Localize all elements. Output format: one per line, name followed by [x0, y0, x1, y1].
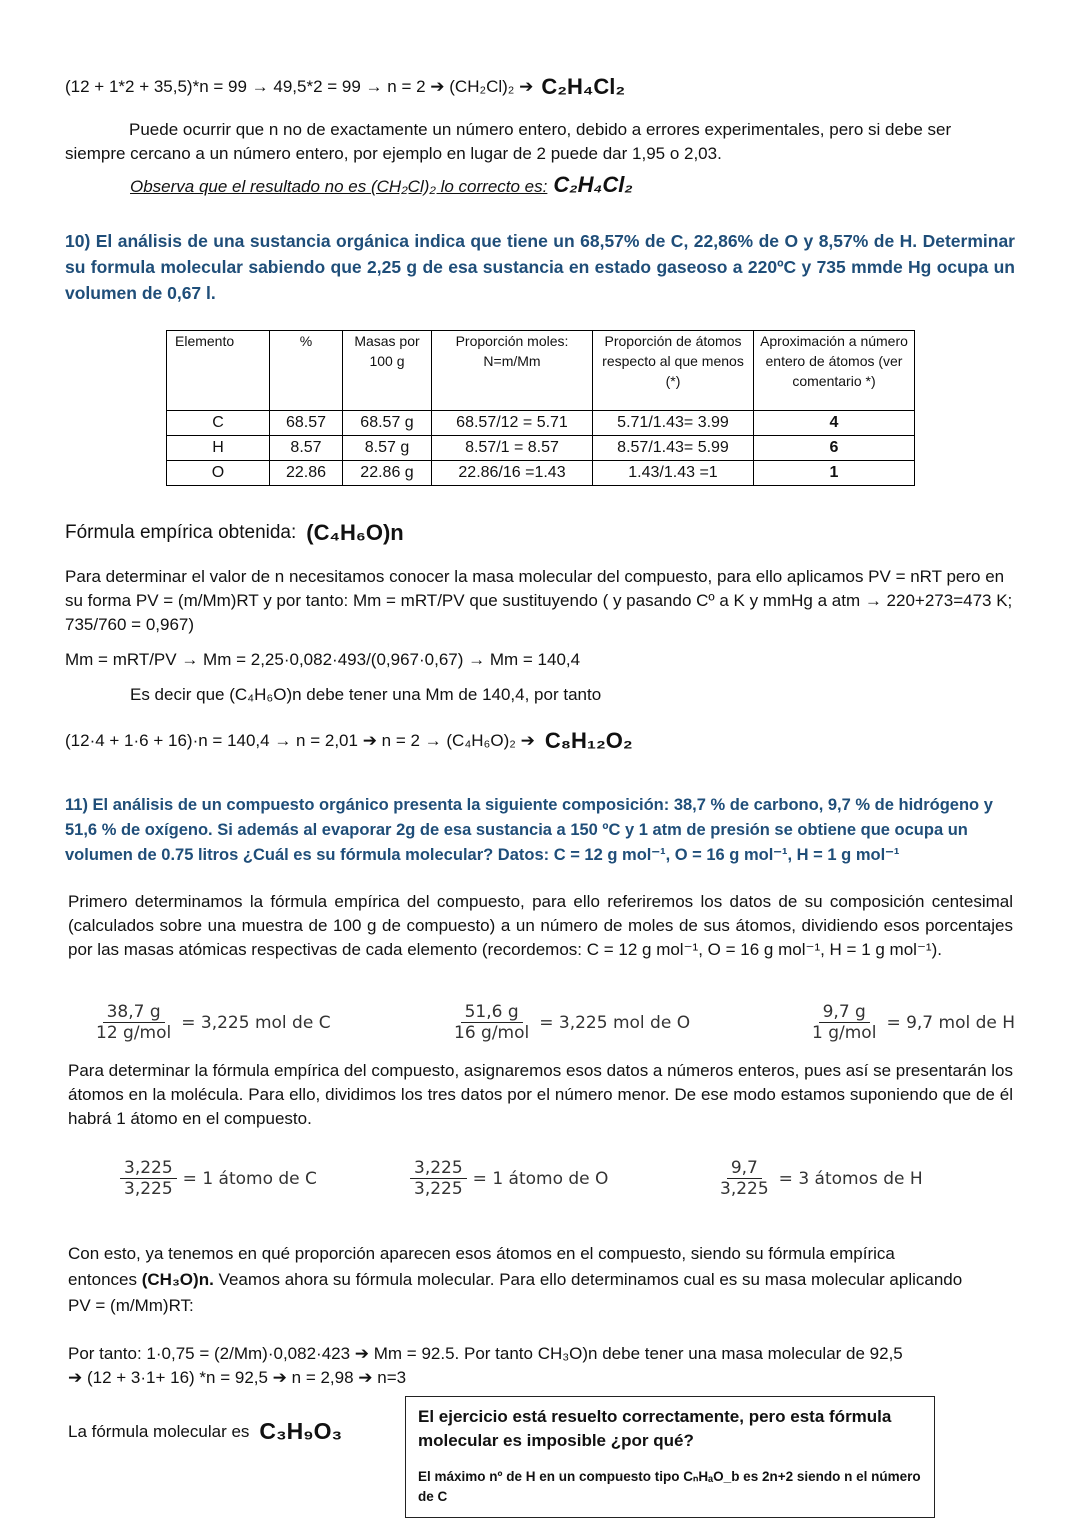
ex11-step2-paragraph: Para determinar la fórmula empírica del compuesto, asignaremos esos datos a números enteros, pues así se presentarán los átomos en la molécula. Para ello, dividimos los tres datos por el número menor. De ese modo estamos suponiendo que de él habrá 1 átomo en el compuesto. [68, 1061, 1013, 1128]
fraction-denominator: 12 g/mol [96, 1023, 172, 1043]
table-header: Proporción de átomos respecto al que menos (*) [593, 331, 754, 411]
observa-text: Observa que el resultado no es (CH₂Cl)₂ lo correcto es: [130, 177, 548, 196]
fraction-numerator: 38,7 g [103, 1002, 165, 1023]
fraction-numerator: 3,225 [410, 1158, 467, 1179]
molar-mass-line: Mm = mRT/PV → Mm = 2,25·0,082·493/(0,967·0,67) → Mm = 140,4 [65, 650, 581, 669]
table-cell: C [167, 411, 270, 436]
ex10-final-line [65, 728, 633, 754]
exercise-10-statement: 10) El análisis de una sustancia orgánica indica que tiene un 68,57% de C, 22,86% de O y 8,57% de H. Determinar su formula molecular sabiendo que 2,25 g de esa sustancia en estado gaseoso a 220ºC y 735 mmde Hg ocupa un volumen de 0,67 l. [65, 231, 1015, 303]
table-header-row [167, 331, 915, 411]
ex11-step1-paragraph: Primero determinamos la fórmula empírica del compuesto, para ello referiremos los datos de su composición centesimal (calculados sobre una muestra de 100 g de compuesto) a un número de moles de sus átomos, dividiendo esos porcentajes por las masas atómicas respectivas de cada elemento (recordemos: C = 12 g mol⁻¹, O = 16 g mol⁻¹, H = 1 g mol⁻¹). [68, 892, 1013, 959]
step3-text-c: Veamos ahora su fórmula molecular. Para ello determinamos cual es su masa molecular aplicando PV = (m/Mm)RT: [68, 1270, 963, 1315]
table-header: Proporción moles: N=m/Mm [432, 331, 593, 411]
table-cell: 8.57/1 = 8.57 [432, 436, 593, 461]
fraction-numerator: 3,225 [120, 1158, 177, 1179]
fraction-numerator: 51,6 g [461, 1002, 523, 1023]
moles-fraction-h [808, 1002, 1015, 1043]
table-cell: 22.86 [270, 461, 343, 486]
moles-fraction-o [450, 1002, 690, 1043]
composition-table [166, 330, 915, 486]
ex10-final-result: C₈H₁₂O₂ [544, 728, 633, 753]
fraction-numerator: 9,7 [727, 1158, 762, 1179]
ex10-final-text: (12·4 + 1·6 + 16)·n = 140,4 → n = 2,01 ➔ n = 2 → (C₄H₆O)₂ ➔ [65, 731, 535, 750]
comment-box [405, 1396, 935, 1518]
molecular-label: La fórmula molecular es [68, 1421, 250, 1441]
table-cell: 1.43/1.43 =1 [593, 461, 754, 486]
comment-box-note: El máximo nº de H en un compuesto tipo CₙHₐO_b es 2n+2 siendo n el número de C [418, 1469, 921, 1504]
table-cell: 8.57/1.43= 5.99 [593, 436, 754, 461]
table-cell: 8.57 g [343, 436, 432, 461]
table-cell: 22.86/16 =1.43 [432, 461, 593, 486]
table-cell: 68.57 g [343, 411, 432, 436]
molecular-formula: C₃H₉O₃ [259, 1418, 343, 1444]
comment-box-title: El ejercicio está resuelto correctamente, pero esta fórmula molecular es imposible ¿por qué? [418, 1407, 892, 1450]
fraction-result: = 3 átomos de H [778, 1168, 923, 1189]
carryover-result: C₂H₄Cl₂ [541, 74, 626, 99]
table-header: Elemento [167, 331, 270, 411]
table-header: % [270, 331, 343, 411]
fraction-denominator: 1 g/mol [812, 1023, 877, 1043]
moles-fraction-c [92, 1002, 331, 1043]
table-cell: 68.57/12 = 5.71 [432, 411, 593, 436]
fraction-result: = 3,225 mol de C [181, 1012, 331, 1033]
table-cell: 22.86 g [343, 461, 432, 486]
fraction-result: = 9,7 mol de H [886, 1012, 1016, 1033]
table-cell: 1 [754, 461, 915, 486]
fraction-result: = 3,225 mol de O [539, 1012, 691, 1033]
carryover-equation-text: (12 + 1*2 + 35,5)*n = 99 → 49,5*2 = 99 → n = 2 ➔ (CH₂Cl)₂ ➔ [65, 77, 534, 96]
fraction-denominator: 16 g/mol [454, 1023, 530, 1043]
table-cell: 68.57 [270, 411, 343, 436]
empirical-formula: (C₄H₆O)n [306, 520, 404, 545]
table-row [167, 436, 915, 461]
atoms-fraction-h [716, 1158, 923, 1199]
es-decir-line: Es decir que (C₄H₆O)n debe tener una Mm de 140,4, por tanto [130, 685, 602, 704]
atoms-fraction-o [410, 1158, 608, 1199]
calc-line-2: ➔ (12 + 3·1+ 16) *n = 92,5 ➔ n = 2,98 ➔ n=3 [68, 1368, 407, 1387]
observa-line [130, 172, 633, 198]
table-cell: 5.71/1.43= 3.99 [593, 411, 754, 436]
step3-text-a: Con esto, ya tenemos en qué proporción aparecen esos átomos en el compuesto, siendo su fórmula empírica entonces [68, 1244, 895, 1289]
step3-empirical-formula: (CH₃O)n. [141, 1270, 214, 1289]
fraction-denominator: 3,225 [720, 1179, 769, 1199]
table-header: Masas por 100 g [343, 331, 432, 411]
atoms-fraction-c [120, 1158, 317, 1199]
table-cell: 8.57 [270, 436, 343, 461]
empirical-label: Fórmula empírica obtenida: [65, 522, 297, 543]
fraction-result: = 1 átomo de C [182, 1168, 317, 1189]
observa-result: C₂H₄Cl₂ [553, 172, 633, 197]
ex11-calc [68, 1342, 1028, 1390]
fraction-denominator: 3,225 [414, 1179, 463, 1199]
table-header: Aproximación a número entero de átomos (ver comentario *) [754, 331, 915, 411]
table-cell: O [167, 461, 270, 486]
calc-line-1: Por tanto: 1·0,75 = (2/Mm)·0,082·423 ➔ Mm = 92.5. Por tanto CH₃O)n debe tener una masa molecular de 92,5 [68, 1344, 903, 1363]
molecular-formula-line [68, 1418, 342, 1445]
table-row [167, 461, 915, 486]
table-cell: H [167, 436, 270, 461]
fraction-denominator: 3,225 [124, 1179, 173, 1199]
gas-law-paragraph: Para determinar el valor de n necesitamos conocer la masa molecular del compuesto, para ello aplicamos PV = nRT pero en su forma PV = (m/Mm)RT y por tanto: Mm = mRT/PV que sustituyendo ( y pasando Cº a K y mmHg a atm → 220+273=473 K; 735/760 = 0,967) [65, 567, 1013, 634]
table-cell: 4 [754, 411, 915, 436]
fraction-result: = 1 átomo de O [472, 1168, 609, 1189]
error-note-paragraph: Puede ocurrir que n no de exactamente un número entero, debido a errores experimentales, pero si debe ser siempre cercano a un número entero, por ejemplo en lugar de 2 puede dar 1,95 o 2,03. [65, 120, 952, 163]
exercise-11-statement: 11) El análisis de un compuesto orgánico presenta la siguiente composición: 38,7 % de carbono, 9,7 % de hidrógeno y 51,6 % de oxígeno. Si además al evaporar 2g de esa sustancia a 150 ºC y 1 atm de presión se obtiene que ocupa un volumen de 0.75 litros ¿Cuál es su fórmula molecular? Datos: C = 12 g mol⁻¹, O = 16 g mol⁻¹, H = 1 g mol⁻¹ [65, 796, 993, 864]
table-row [167, 411, 915, 436]
fraction-numerator: 9,7 g [819, 1002, 870, 1023]
table-cell: 6 [754, 436, 915, 461]
empirical-formula-line [65, 520, 404, 546]
carryover-equation [65, 74, 625, 100]
ex11-step3-paragraph [68, 1241, 968, 1319]
